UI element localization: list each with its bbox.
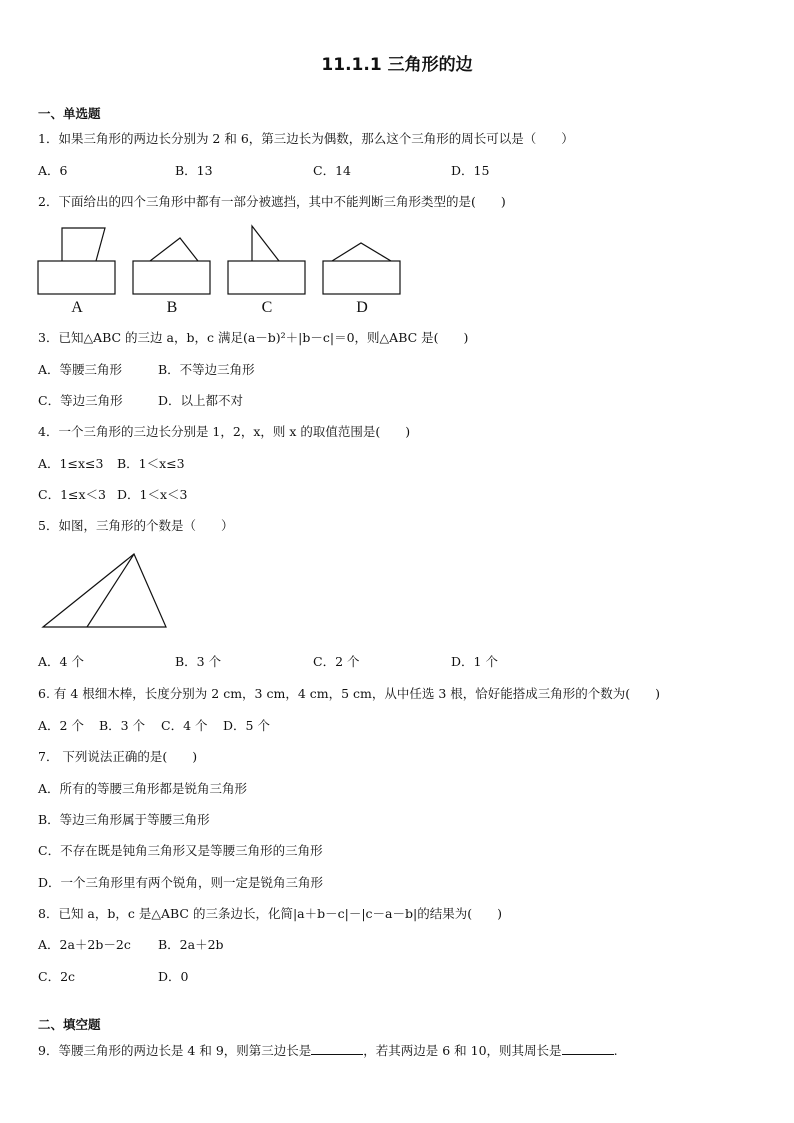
question-7-option-c[interactable]: C．不存在既是钝角三角形又是等腰三角形的三角形 (38, 843, 323, 858)
figure-label-b: B (166, 299, 178, 316)
question-7-option-d[interactable]: D．一个三角形里有两个锐角，则一定是锐角三角形 (38, 875, 324, 890)
question-8-option-a[interactable]: A．2a＋2b－2c (38, 937, 131, 952)
question-2-stem: 2．下面给出的四个三角形中都有一部分被遮挡，其中不能判断三角形类型的是( ) (38, 194, 506, 209)
question-9-part-2: ，若其两边是 6 和 10，则其周长是 (363, 1043, 562, 1058)
question-5-stem: 5．如图，三角形的个数是（ ） (38, 518, 234, 533)
figure-label-c: C (261, 299, 273, 316)
question-2-figure (30, 220, 410, 316)
page-title: 11.1.1 三角形的边 (321, 55, 473, 75)
answer-blank-1[interactable] (311, 1042, 363, 1055)
figure-label-d: D (356, 299, 368, 316)
answer-blank-2[interactable] (562, 1042, 614, 1055)
cover-rect-b (133, 261, 210, 294)
question-5-option-b[interactable]: B．3 个 (175, 654, 222, 669)
section-heading-fill-in: 二、填空题 (38, 1017, 101, 1032)
question-1-option-c[interactable]: C．14 (313, 163, 351, 178)
question-8-option-d[interactable]: D．0 (158, 969, 189, 984)
question-4-option-c[interactable]: C．1≤x＜3 (38, 487, 106, 502)
question-5-option-a[interactable]: A．4 个 (38, 654, 84, 669)
question-5-option-c[interactable]: C．2 个 (313, 654, 360, 669)
question-6-option-d[interactable]: D．5 个 (223, 718, 270, 733)
question-9-part-1: 9．等腰三角形的两边长是 4 和 9，则第三边长是 (38, 1043, 312, 1058)
question-4-option-b[interactable]: B．1＜x≤3 (117, 456, 185, 471)
triangle-part-c (252, 226, 279, 261)
cover-rect-a (38, 261, 115, 294)
question-4-option-a[interactable]: A．1≤x≤3 (38, 456, 104, 471)
question-3-option-b[interactable]: B．不等边三角形 (158, 362, 255, 377)
triangle-part-a (62, 228, 105, 261)
question-8-option-c[interactable]: C．2c (38, 969, 76, 984)
cover-rect-c (228, 261, 305, 294)
triangle-part-d (332, 243, 391, 261)
question-1-option-a[interactable]: A．6 (38, 163, 68, 178)
question-5-option-d[interactable]: D．1 个 (451, 654, 498, 669)
question-6-option-a[interactable]: A．2 个 (38, 718, 84, 733)
question-9-part-3: . (613, 1043, 618, 1058)
question-6-stem: 6. 有 4 根细木棒，长度分别为 2 cm，3 cm，4 cm，5 cm，从中任选 3 根，恰好能搭成三角形的个数为( ) (38, 686, 661, 701)
triangle-part-b (150, 238, 198, 261)
inner-segment (87, 554, 134, 627)
question-9 (38, 1041, 618, 1059)
question-7-stem: 7． 下列说法正确的是( ) (38, 749, 198, 764)
question-1-option-d[interactable]: D．15 (451, 163, 490, 178)
question-6-option-c[interactable]: C．4 个 (161, 718, 208, 733)
question-8-option-b[interactable]: B．2a＋2b (158, 937, 224, 952)
section-heading-single-choice: 一、单选题 (38, 106, 101, 121)
question-7-option-b[interactable]: B．等边三角形属于等腰三角形 (38, 812, 210, 827)
question-6-option-b[interactable]: B．3 个 (99, 718, 146, 733)
figure-label-a: A (71, 299, 83, 316)
question-5-figure (38, 548, 172, 632)
question-3-option-a[interactable]: A．等腰三角形 (38, 362, 123, 377)
question-3-stem: 3．已知△ABC 的三边 a，b，c 满足(a－b)²＋|b－c|＝0，则△ABC 是( ) (38, 330, 469, 345)
outer-triangle (43, 554, 166, 627)
question-3-option-d[interactable]: D．以上都不对 (158, 393, 244, 408)
question-8-stem: 8．已知 a，b，c 是△ABC 的三条边长，化简|a＋b－c|－|c－a－b|的结果为( ) (38, 906, 502, 921)
question-3-option-c[interactable]: C．等边三角形 (38, 393, 123, 408)
question-4-option-d[interactable]: D．1＜x＜3 (117, 487, 188, 502)
question-4-stem: 4．一个三角形的三边长分别是 1，2，x，则 x 的取值范围是( ) (38, 424, 411, 439)
question-1-option-b[interactable]: B．13 (175, 163, 213, 178)
cover-rect-d (323, 261, 400, 294)
question-1-stem: 1．如果三角形的两边长分别为 2 和 6，第三边长为偶数，那么这个三角形的周长可以是（ ） (38, 131, 574, 146)
question-7-option-a[interactable]: A．所有的等腰三角形都是锐角三角形 (38, 781, 248, 796)
